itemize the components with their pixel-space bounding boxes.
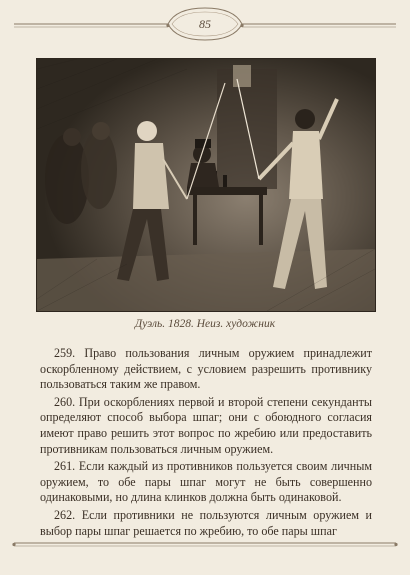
paragraph-261: 261. Если каждый из противников пользуется своим личным оружием, то обе пары шпаг могут не быть совершенно одинаковыми, но длина клинков должна быть одинаковой. — [40, 459, 372, 505]
duel-engraving — [36, 58, 376, 312]
paragraph-259: 259. Право пользования личным оружием принадлежит оскорбленному действием, с условием разрешить противнику пользоваться таким же правом. — [40, 346, 372, 392]
footer-rule-icon — [0, 540, 410, 552]
body-text — [40, 346, 372, 541]
paragraph-260: 260. При оскорблениях первой и второй степени секунданты определяют способ выбора шпаг; они с обоюдного согласия имеют право решить этот вопрос по жребию или предоставить противникам пользоваться личным оружием. — [40, 394, 372, 456]
engraving-image — [37, 59, 375, 311]
paragraph-262: 262. Если противники не пользуются личным оружием и выбор пары шпаг решается по жребию, то обе пары шпаг — [40, 507, 372, 538]
page-number: 85 — [199, 17, 211, 31]
illustration-caption: Дуэль. 1828. Неиз. художник — [134, 318, 276, 330]
page-header — [0, 0, 410, 48]
